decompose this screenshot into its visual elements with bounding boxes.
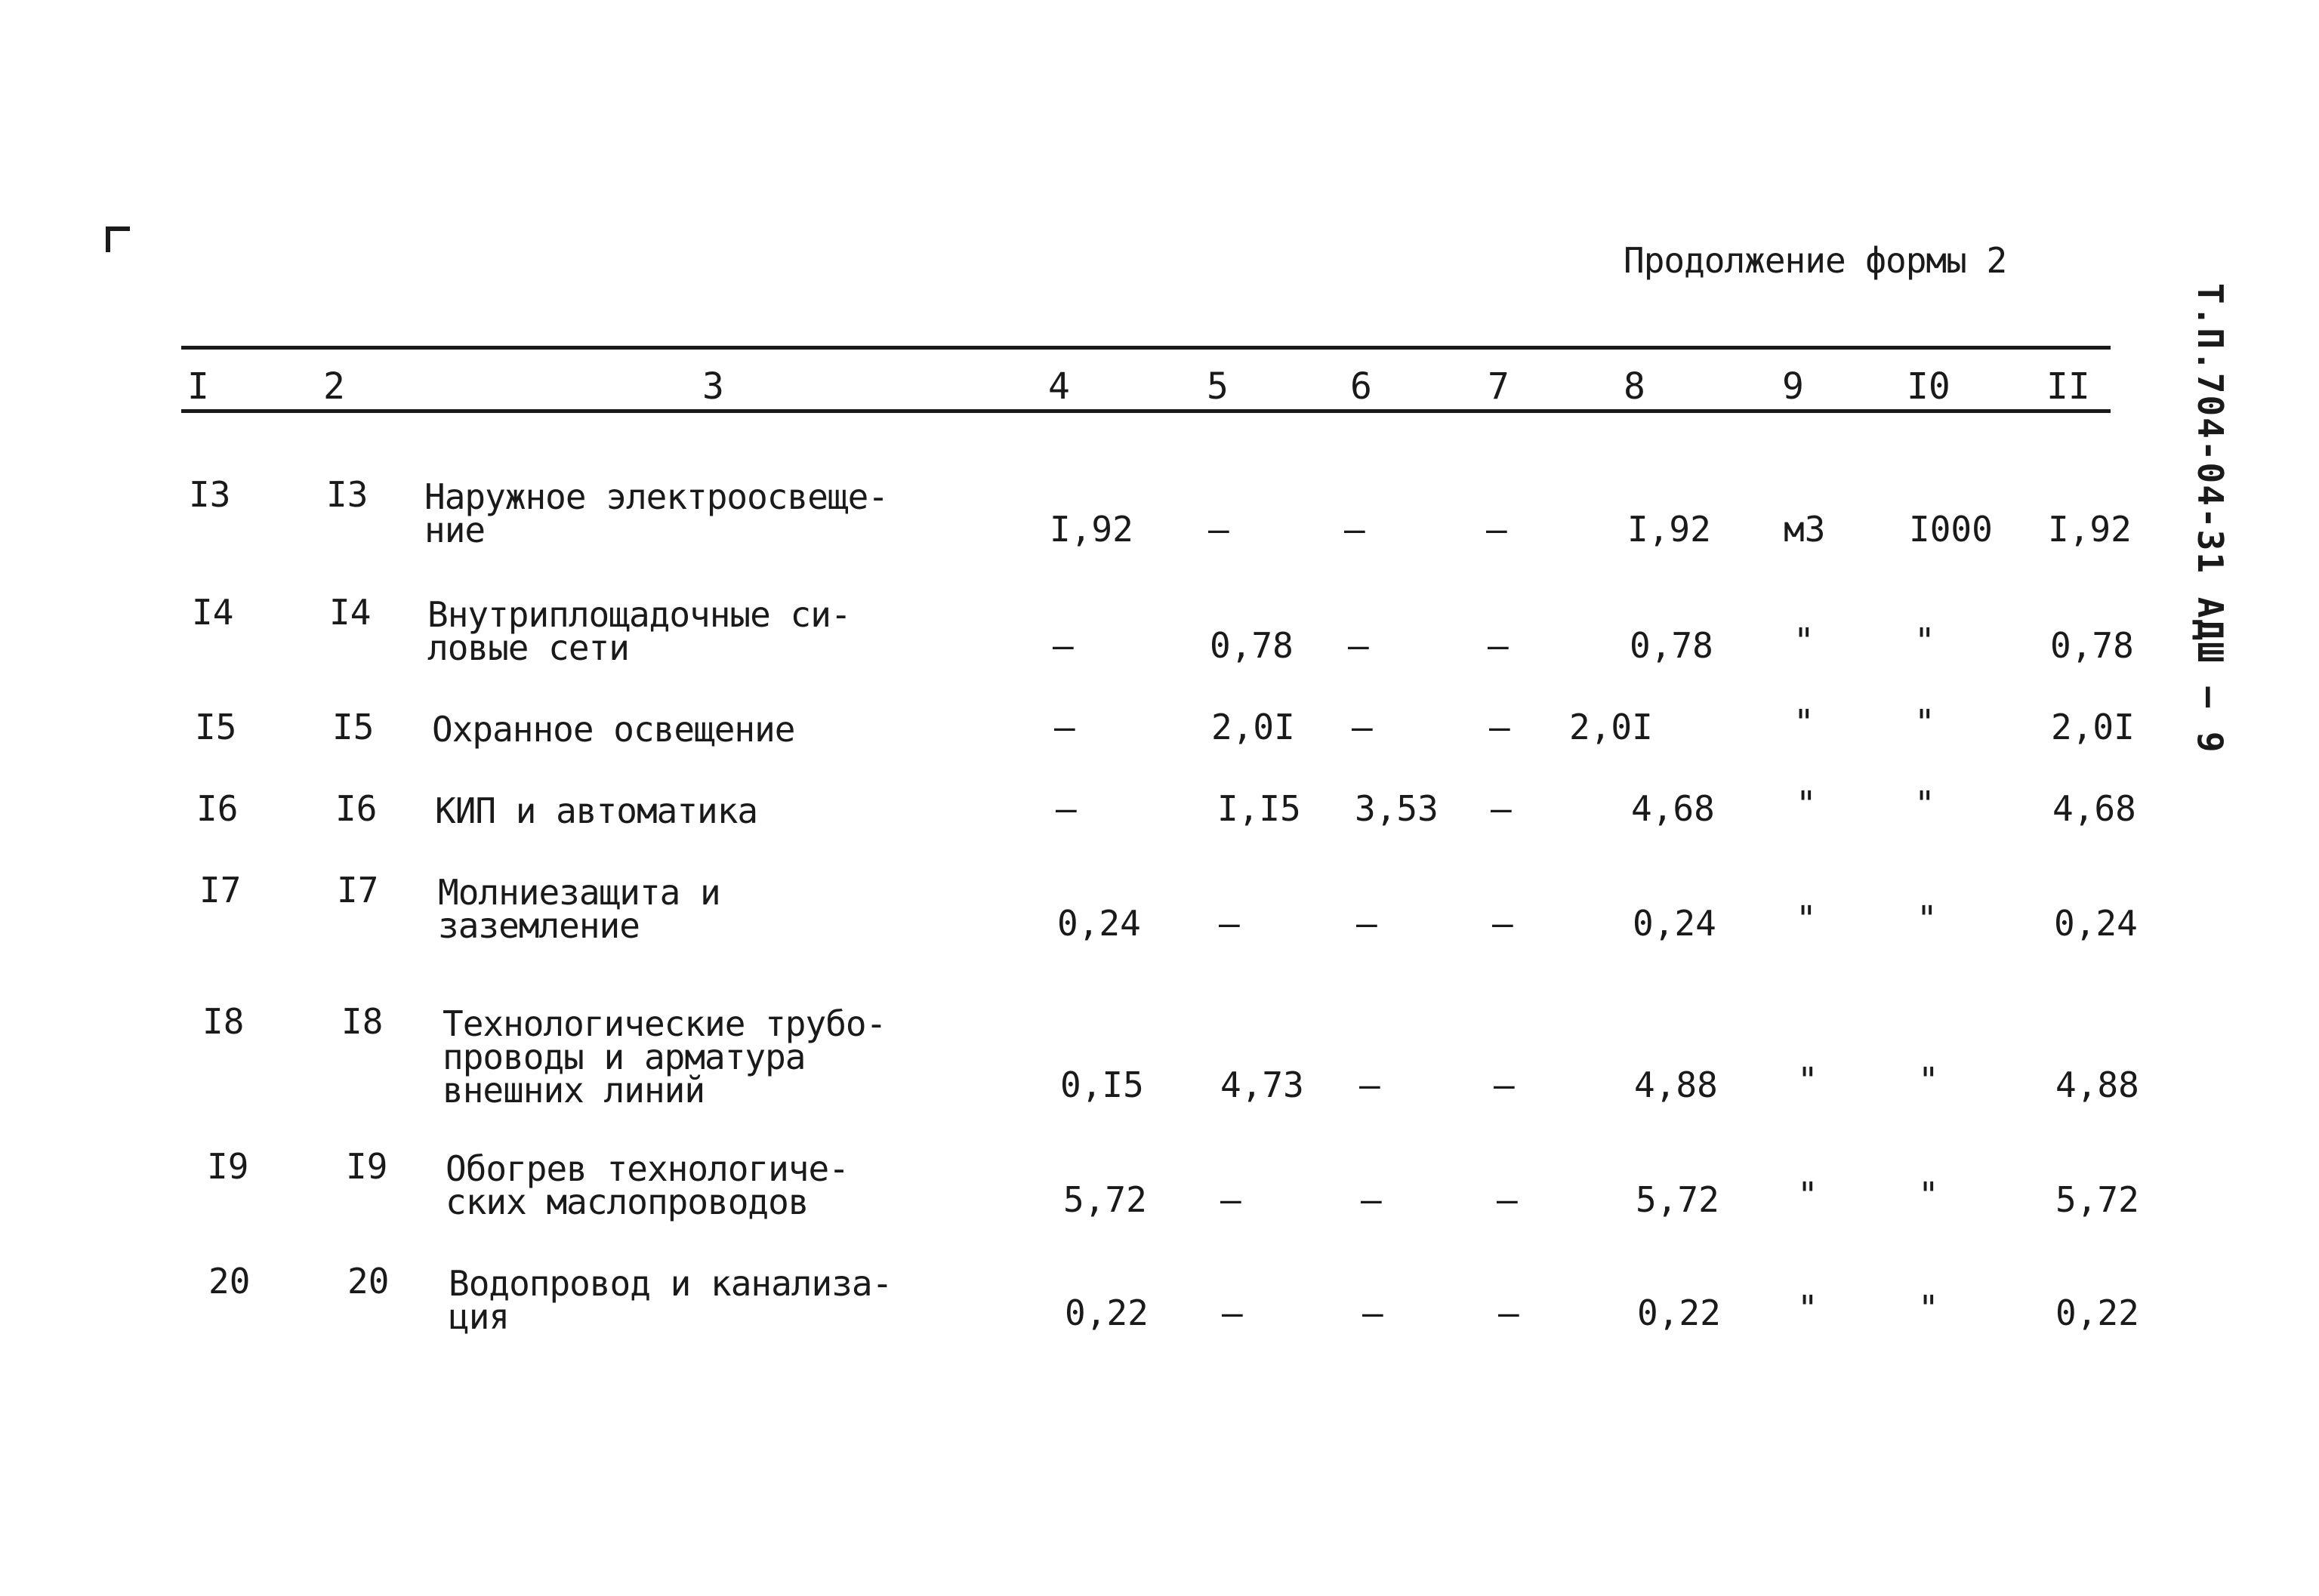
row-19-col-4: 5,72: [1063, 1179, 1147, 1220]
row-15-col-4: –: [1054, 707, 1075, 747]
header-col-10: I0: [1907, 365, 1950, 408]
row-13-description: Наружное электроосвеще- ние: [424, 476, 888, 550]
row-20-col-10: ": [1918, 1288, 1939, 1329]
row-20-col-6: –: [1362, 1293, 1383, 1333]
row-18-col-9: ": [1797, 1060, 1818, 1101]
row-19-col-5: –: [1220, 1179, 1241, 1220]
row-15-col-1: I5: [195, 707, 237, 747]
row-18-col-7: –: [1494, 1065, 1515, 1105]
header-col-8: 8: [1624, 365, 1645, 408]
row-20-col-5: –: [1222, 1293, 1243, 1333]
row-16-col-4: –: [1056, 788, 1077, 829]
row-15-col-11: 2,0I: [2051, 707, 2135, 747]
row-19-description: Обогрев технологиче- ских маслопроводов: [446, 1148, 849, 1222]
row-18-col-2: I8: [341, 1001, 384, 1042]
row-17-col-5: –: [1219, 903, 1240, 944]
row-13-col-10: I000: [1909, 509, 1993, 550]
row-14-col-6: –: [1348, 625, 1369, 666]
row-17-col-10: ": [1917, 898, 1938, 939]
row-14-col-9: ": [1793, 621, 1815, 661]
header-col-3: 3: [702, 365, 724, 408]
row-13-col-9: м3: [1784, 509, 1826, 550]
row-18-col-1: I8: [202, 1001, 245, 1042]
row-17-description: Молниезащита и заземление: [438, 872, 720, 946]
row-14-col-10: ": [1914, 621, 1935, 661]
row-20-col-1: 20: [208, 1261, 251, 1302]
row-16-description: КИП и автоматика: [435, 790, 758, 831]
row-15-col-9: ": [1793, 702, 1815, 743]
row-16-col-2: I6: [335, 788, 378, 829]
row-15-col-7: –: [1489, 707, 1510, 747]
row-13-col-2: I3: [326, 474, 369, 515]
row-20-col-9: ": [1797, 1288, 1818, 1329]
row-13-col-11: I,92: [2048, 509, 2132, 550]
row-15-description: Охранное освещение: [432, 709, 795, 750]
row-14-col-4: –: [1053, 625, 1074, 666]
row-15-col-10: ": [1914, 702, 1935, 743]
row-17-col-8: 0,24: [1633, 903, 1716, 944]
row-14-description: Внутриплощадочные си- ловые сети: [427, 594, 851, 668]
row-14-col-11: 0,78: [2050, 625, 2134, 666]
row-16-col-9: ": [1796, 784, 1817, 824]
row-19-col-7: –: [1497, 1179, 1518, 1220]
header-col-4: 4: [1048, 365, 1070, 408]
row-15-col-2: I5: [332, 707, 375, 747]
row-16-col-11: 4,68: [2052, 788, 2136, 829]
table-top-rule: [181, 346, 2111, 350]
row-19-col-2: I9: [346, 1146, 388, 1187]
row-16-col-7: –: [1491, 788, 1512, 829]
row-14-col-5: 0,78: [1210, 625, 1294, 666]
row-17-col-7: –: [1492, 903, 1513, 944]
row-18-col-4: 0,I5: [1060, 1065, 1144, 1105]
row-13-col-7: –: [1486, 509, 1507, 550]
row-16-col-8: 4,68: [1631, 788, 1715, 829]
row-20-col-8: 0,22: [1637, 1293, 1721, 1333]
row-14-col-7: –: [1488, 625, 1509, 666]
row-13-col-1: I3: [189, 474, 231, 515]
document-code: Т.П.704-04-31 АДШ – 9: [2190, 283, 2231, 754]
row-18-col-5: 4,73: [1220, 1065, 1304, 1105]
row-18-col-8: 4,88: [1634, 1065, 1718, 1105]
row-15-col-8: 2,0I: [1569, 707, 1653, 747]
row-19-col-1: I9: [207, 1146, 249, 1187]
row-14-col-2: I4: [329, 592, 372, 633]
row-17-col-2: I7: [337, 870, 379, 910]
row-16-col-5: I,I5: [1217, 788, 1301, 829]
row-17-col-11: 0,24: [2054, 903, 2138, 944]
header-col-1: I: [187, 365, 209, 408]
row-17-col-1: I7: [199, 870, 242, 910]
row-18-description: Технологические трубо- проводы и арматура внешних линий: [443, 1003, 887, 1111]
row-13-col-5: –: [1208, 509, 1229, 550]
row-20-col-4: 0,22: [1065, 1293, 1149, 1333]
header-col-11: II: [2046, 365, 2090, 408]
row-19-col-11: 5,72: [2055, 1179, 2139, 1220]
row-19-col-6: –: [1361, 1179, 1382, 1220]
row-17-col-6: –: [1356, 903, 1377, 944]
row-18-col-10: ": [1918, 1060, 1939, 1101]
row-16-col-10: ": [1914, 784, 1935, 824]
row-20-col-7: –: [1498, 1293, 1519, 1333]
continuation-label: Продолжение формы 2: [1624, 240, 2007, 281]
row-18-col-6: –: [1359, 1065, 1380, 1105]
header-col-2: 2: [323, 365, 345, 408]
row-20-col-11: 0,22: [2055, 1293, 2139, 1333]
header-col-9: 9: [1782, 365, 1804, 408]
row-13-col-8: I,92: [1627, 509, 1711, 550]
row-15-col-6: –: [1352, 707, 1373, 747]
row-14-col-8: 0,78: [1630, 625, 1713, 666]
row-19-col-10: ": [1918, 1175, 1939, 1215]
row-20-col-2: 20: [347, 1261, 390, 1302]
row-18-col-11: 4,88: [2055, 1065, 2139, 1105]
row-13-col-6: –: [1344, 509, 1365, 550]
row-19-col-8: 5,72: [1636, 1179, 1719, 1220]
header-col-7: 7: [1488, 365, 1510, 408]
row-17-col-9: ": [1796, 898, 1817, 939]
header-col-6: 6: [1350, 365, 1372, 408]
corner-mark: [106, 226, 128, 249]
row-20-description: Водопровод и канализа- ция: [449, 1263, 893, 1337]
row-15-col-5: 2,0I: [1211, 707, 1295, 747]
row-19-col-9: ": [1797, 1175, 1818, 1215]
row-13-col-4: I,92: [1050, 509, 1133, 550]
row-17-col-4: 0,24: [1057, 903, 1141, 944]
row-16-col-1: I6: [196, 788, 239, 829]
row-16-col-6: 3,53: [1355, 788, 1439, 829]
header-col-5: 5: [1207, 365, 1229, 408]
row-14-col-1: I4: [192, 592, 234, 633]
table-header-rule: [181, 409, 2111, 413]
